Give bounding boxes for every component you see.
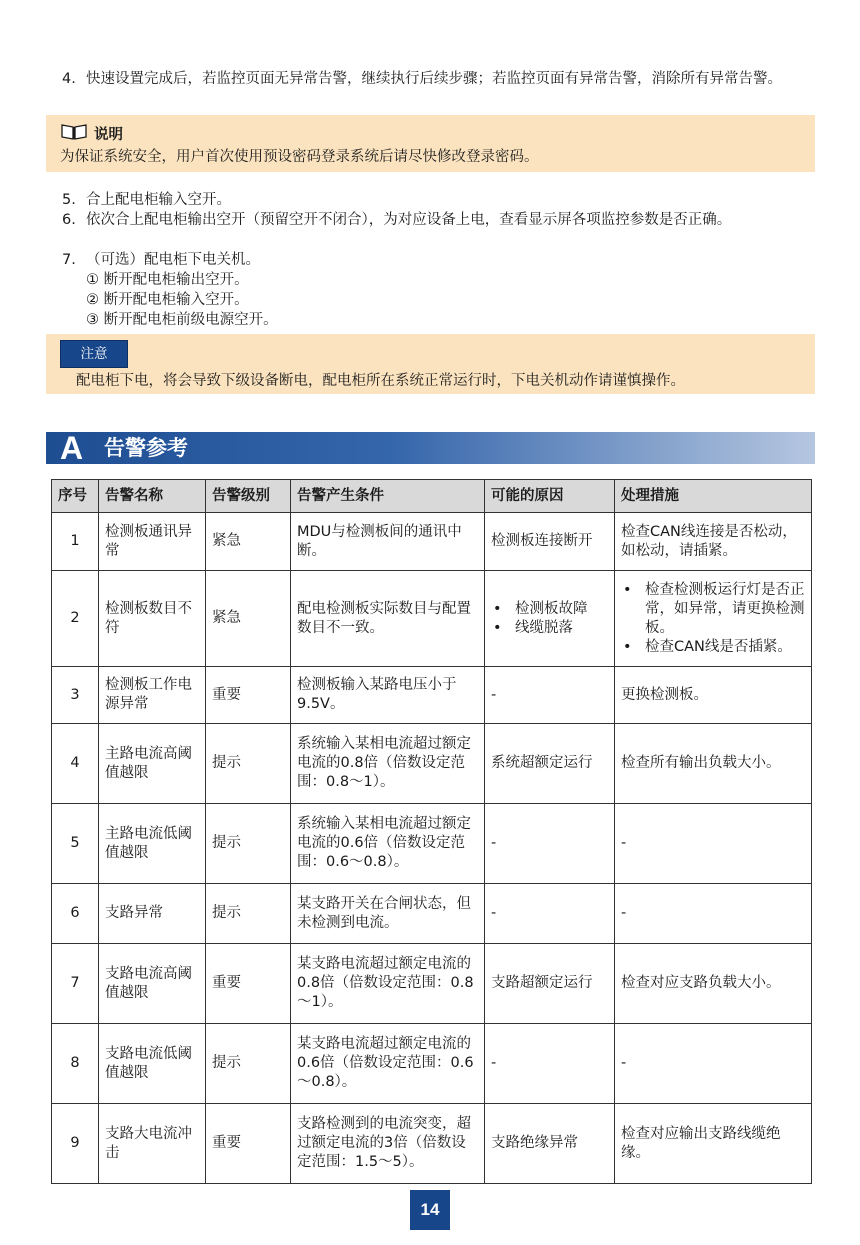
column-header: 告警名称 — [99, 480, 206, 513]
note-box — [46, 115, 815, 172]
cell-name: 主路电流低阈值越限 — [99, 804, 206, 884]
list-item: • 线缆脱落 — [491, 619, 608, 638]
cell-action — [615, 571, 812, 667]
cell-cause: 支路绝缘异常 — [485, 1104, 615, 1184]
cell-name: 检测板工作电源异常 — [99, 667, 206, 724]
cell-no: 8 — [52, 1024, 99, 1104]
note-title: 说明 — [94, 127, 123, 143]
cell-condition: 系统输入某相电流超过额定电流的0.8倍（倍数设定范围：0.8～1）。 — [291, 724, 485, 804]
cell-condition: MDU与检测板间的通讯中断。 — [291, 513, 485, 571]
cell-cause: 检测板连接断开 — [485, 513, 615, 571]
cell-action: - — [615, 1024, 812, 1104]
book-icon — [60, 123, 88, 147]
cell-name: 主路电流高阈值越限 — [99, 724, 206, 804]
section-title: 告警参考 — [104, 436, 188, 460]
cell-condition: 支路检测到的电流突变，超过额定电流的3倍（倍数设定范围：1.5～5）。 — [291, 1104, 485, 1184]
cell-name: 支路大电流冲击 — [99, 1104, 206, 1184]
cell-cause: - — [485, 804, 615, 884]
substep-1: ① 断开配电柜输出空开。 — [86, 272, 249, 288]
cell-condition: 某支路开关在合闸状态，但未检测到电流。 — [291, 884, 485, 944]
table-row — [52, 884, 812, 944]
list-item: • 检查检测板运行灯是否正常，如异常，请更换检测板。 — [621, 581, 805, 638]
table-row — [52, 667, 812, 724]
note-header — [60, 123, 123, 143]
cell-no: 6 — [52, 884, 99, 944]
table-row — [52, 804, 812, 884]
step-number: 5. — [62, 192, 76, 208]
cell-action: - — [615, 804, 812, 884]
substep-3: ③ 断开配电柜前级电源空开。 — [86, 312, 278, 328]
step-text: 合上配电柜输入空开。 — [86, 192, 231, 208]
cell-no: 7 — [52, 944, 99, 1024]
page-number: 14 — [410, 1190, 450, 1230]
cell-name: 支路电流高阈值越限 — [99, 944, 206, 1024]
table-row — [52, 724, 812, 804]
cell-condition: 某支路电流超过额定电流的0.8倍（倍数设定范围：0.8～1）。 — [291, 944, 485, 1024]
column-header: 处理措施 — [615, 480, 812, 513]
cell-name: 支路电流低阈值越限 — [99, 1024, 206, 1104]
table-row — [52, 944, 812, 1024]
cell-name: 检测板数目不符 — [99, 571, 206, 667]
cell-cause: - — [485, 667, 615, 724]
column-header: 可能的原因 — [485, 480, 615, 513]
note-text: 为保证系统安全，用户首次使用预设密码登录系统后请尽快修改登录密码。 — [60, 149, 539, 165]
cell-level: 重要 — [206, 1104, 291, 1184]
cell-level: 提示 — [206, 804, 291, 884]
cell-cause: 支路超额定运行 — [485, 944, 615, 1024]
cell-no: 1 — [52, 513, 99, 571]
cell-cause: - — [485, 884, 615, 944]
step-number: 4. — [62, 71, 76, 87]
cell-level: 重要 — [206, 944, 291, 1024]
cell-cause: 系统超额定运行 — [485, 724, 615, 804]
step-4 — [62, 70, 802, 89]
step-text: 依次合上配电柜输出空开（预留空开不闭合），为对应设备上电，查看显示屏各项监控参数是否正确。 — [86, 212, 732, 228]
column-header: 序号 — [52, 480, 99, 513]
cell-no: 3 — [52, 667, 99, 724]
cell-no: 4 — [52, 724, 99, 804]
cell-action: 检查CAN线连接是否松动，如松动，请插紧。 — [615, 513, 812, 571]
table-row — [52, 513, 812, 571]
step-6 — [62, 211, 802, 230]
caution-box — [46, 334, 815, 394]
table-header-row — [52, 480, 812, 513]
cell-level: 重要 — [206, 667, 291, 724]
cell-action: 更换检测板。 — [615, 667, 812, 724]
cell-action: 检查所有输出负载大小。 — [615, 724, 812, 804]
cell-no: 2 — [52, 571, 99, 667]
cell-name: 检测板通讯异常 — [99, 513, 206, 571]
table-row — [52, 1104, 812, 1184]
cell-action: 检查对应支路负载大小。 — [615, 944, 812, 1024]
list-item: • 检测板故障 — [491, 600, 608, 619]
step-number: 6. — [62, 212, 76, 228]
cell-level: 紧急 — [206, 571, 291, 667]
table-row — [52, 571, 812, 667]
cell-level: 提示 — [206, 724, 291, 804]
cell-action: 检查对应输出支路线缆绝缘。 — [615, 1104, 812, 1184]
cell-condition: 配电检测板实际数目与配置数目不一致。 — [291, 571, 485, 667]
step-text: 快速设置完成后，若监控页面无异常告警，继续执行后续步骤；若监控页面有异常告警，消除所有异常告警。 — [86, 71, 782, 87]
cell-cause — [485, 571, 615, 667]
substep-2: ② 断开配电柜输入空开。 — [86, 292, 249, 308]
cell-name: 支路异常 — [99, 884, 206, 944]
alarm-table — [51, 479, 812, 1184]
cell-no: 5 — [52, 804, 99, 884]
step-7 — [62, 251, 802, 270]
cell-no: 9 — [52, 1104, 99, 1184]
step-5 — [62, 191, 802, 210]
step-text: （可选）配电柜下电关机。 — [86, 252, 260, 268]
cell-level: 紧急 — [206, 513, 291, 571]
cell-action: - — [615, 884, 812, 944]
column-header: 告警产生条件 — [291, 480, 485, 513]
section-letter: A — [60, 430, 84, 466]
cell-level: 提示 — [206, 1024, 291, 1104]
cell-level: 提示 — [206, 884, 291, 944]
cell-condition: 检测板输入某路电压小于9.5V。 — [291, 667, 485, 724]
caution-label: 注意 — [60, 340, 128, 368]
cause-list — [491, 600, 608, 638]
table-row — [52, 1024, 812, 1104]
cell-cause: - — [485, 1024, 615, 1104]
action-list — [621, 581, 805, 657]
caution-text: 配电柜下电，将会导致下级设备断电，配电柜所在系统正常运行时，下电关机动作请谨慎操作。 — [76, 373, 685, 389]
section-header — [46, 432, 815, 464]
column-header: 告警级别 — [206, 480, 291, 513]
cell-condition: 某支路电流超过额定电流的0.6倍（倍数设定范围：0.6～0.8）。 — [291, 1024, 485, 1104]
list-item: • 检查CAN线是否插紧。 — [621, 638, 805, 657]
step-number: 7. — [62, 252, 76, 268]
cell-condition: 系统输入某相电流超过额定电流的0.6倍（倍数设定范围：0.6～0.8）。 — [291, 804, 485, 884]
